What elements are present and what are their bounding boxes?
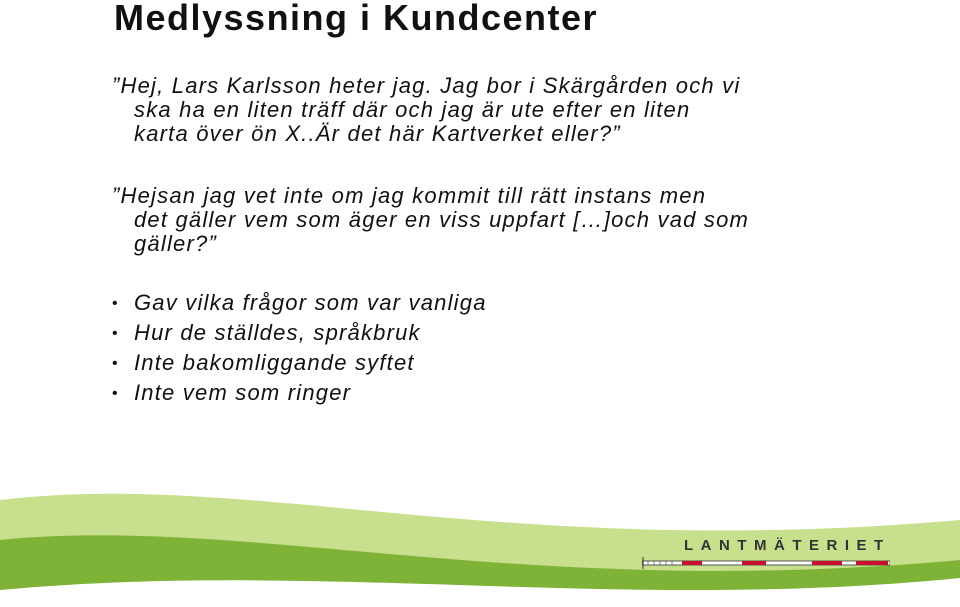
bullet-icon: •: [112, 325, 119, 342]
bullet-text: Hur de ställdes, språkbruk: [134, 320, 421, 345]
logo-scale-bar: [642, 557, 890, 569]
bullet-text: Inte vem som ringer: [134, 380, 352, 405]
bullet-icon: •: [112, 295, 119, 312]
quote-1-line-1: ”Hej, Lars Karlsson heter jag. Jag bor i Skärgården och vi: [112, 73, 741, 98]
bullet-text: Inte bakomliggande syftet: [134, 350, 415, 375]
lantmateriet-logo: LANTMÄTERIET: [684, 537, 891, 554]
quote-1-line-2: ska ha en liten träff där och jag är ute efter en liten: [134, 97, 691, 122]
bullet-icon: •: [112, 355, 119, 372]
slide-title: Medlyssning i Kundcenter: [114, 0, 599, 38]
quote-2-line-1: ”Hejsan jag vet inte om jag kommit till rätt instans men: [112, 183, 707, 208]
quote-2-line-2: det gäller vem som äger en viss uppfart […]och vad som: [134, 207, 750, 232]
bullet-text: Gav vilka frågor som var vanliga: [134, 290, 487, 315]
quote-1-line-3: karta över ön X..Är det här Kartverket eller?”: [134, 121, 621, 146]
bullet-icon: •: [112, 385, 119, 402]
quote-2-line-3: gäller?”: [134, 231, 217, 256]
